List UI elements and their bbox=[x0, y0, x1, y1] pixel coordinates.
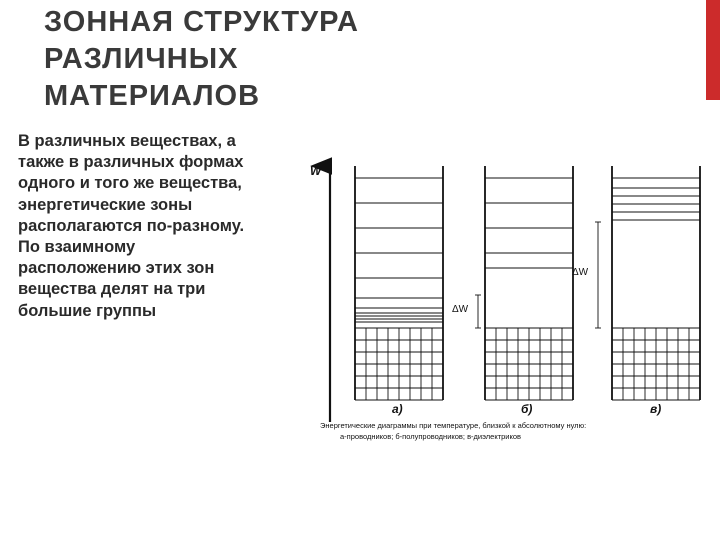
panel-label-b: б) bbox=[521, 402, 533, 416]
energy-band-figure bbox=[300, 150, 710, 450]
body-line-6: По взаимному bbox=[18, 238, 136, 257]
figure-caption bbox=[320, 420, 700, 442]
body-line-2: также в различных формах bbox=[18, 153, 244, 172]
title-line-3: МАТЕРИАЛОВ bbox=[44, 80, 261, 112]
body-line-3: одного и того же вещества, bbox=[18, 174, 242, 193]
energy-axis-label: W bbox=[310, 164, 322, 178]
body-line-5: располагаются по-разному. bbox=[18, 216, 245, 235]
body-line-1: В различных веществах, а bbox=[18, 132, 236, 150]
body-line-4: энергетические зоны bbox=[18, 195, 193, 214]
title-line-1: ЗОННАЯ СТРУКТУРА bbox=[44, 6, 359, 38]
band-panel-3 bbox=[612, 166, 700, 400]
accent-bar bbox=[706, 0, 720, 100]
caption-line-1: Энергетические диаграммы при температуре, близкой к абсолютному нулю: bbox=[320, 421, 587, 430]
body-line-8: вещества делят на три bbox=[18, 280, 206, 299]
title-line-2: РАЗЛИЧНЫХ bbox=[44, 43, 239, 75]
gap-label-c: ΔW bbox=[572, 267, 589, 278]
caption-line-2: а-проводников; б-полупроводников; в-диэлектриков bbox=[340, 432, 522, 441]
body-line-9: большие группы bbox=[18, 301, 157, 320]
gap-marker-c bbox=[595, 222, 601, 328]
panel-label-c: в) bbox=[650, 402, 662, 416]
gap-label-b: ΔW bbox=[452, 304, 469, 315]
band-panels bbox=[355, 166, 700, 400]
slide-title bbox=[44, 4, 564, 115]
panel-label-a: а) bbox=[392, 402, 403, 416]
body-line-7: расположению этих зон bbox=[18, 259, 215, 278]
energy-band-diagram bbox=[300, 150, 710, 450]
gap-marker-b bbox=[475, 295, 481, 328]
band-panel-2 bbox=[485, 166, 573, 400]
band-panel-1 bbox=[355, 166, 443, 400]
body-text bbox=[18, 131, 318, 322]
